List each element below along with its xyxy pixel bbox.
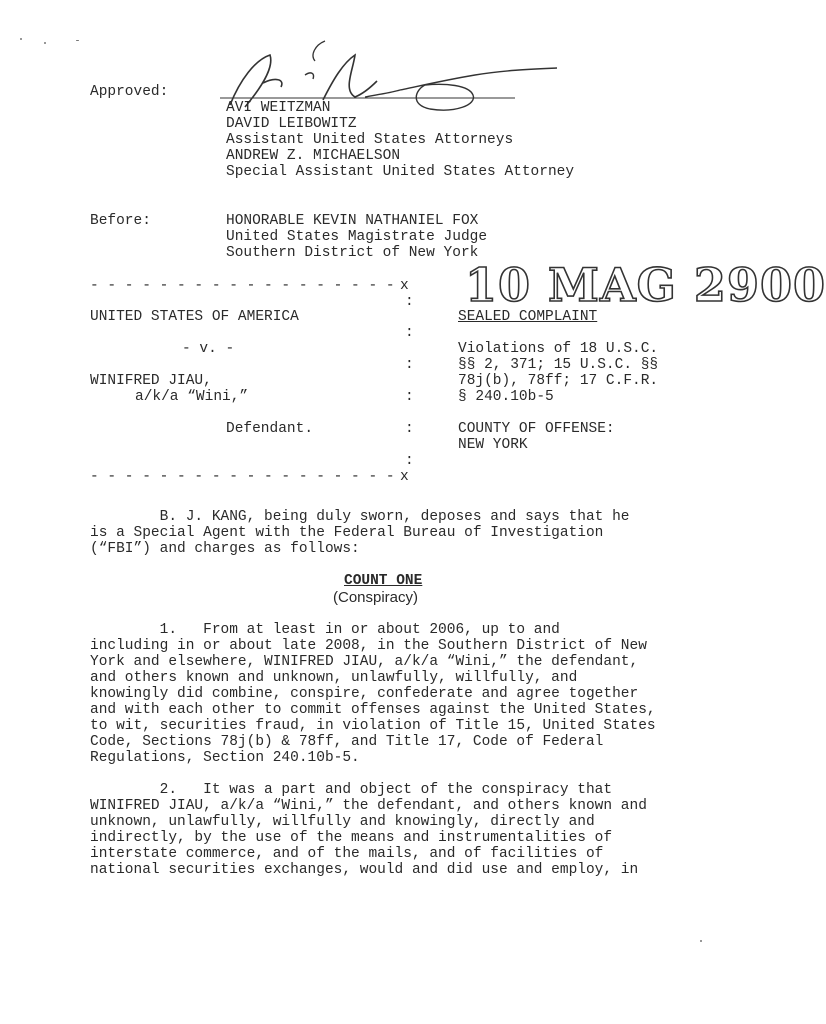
signatory-name: ANDREW Z. MICHAELSON bbox=[226, 148, 401, 164]
defendant-label: Defendant. bbox=[226, 421, 314, 437]
count-subtitle: (Conspiracy) bbox=[333, 589, 419, 606]
caption-colon: : bbox=[405, 389, 414, 405]
paragraph-1 bbox=[90, 622, 690, 766]
violations-line: Violations of 18 U.S.C. bbox=[458, 341, 659, 357]
count-title: COUNT ONE bbox=[344, 573, 423, 589]
judge-name: HONORABLE KEVIN NATHANIEL FOX bbox=[226, 213, 479, 229]
text-line: WINIFRED JIAU, a/k/a “Wini,” the defendant, and others known and bbox=[90, 798, 647, 814]
before-label: Before: bbox=[90, 213, 151, 229]
case-number-stamp: 10 MAG 2900 bbox=[465, 258, 826, 312]
plaintiff-name: UNITED STATES OF AMERICA bbox=[90, 309, 299, 325]
caption-top-rule: - - - - - - - - - - - - - - - - - - bbox=[90, 278, 395, 294]
scan-speck bbox=[44, 42, 46, 44]
text-line: unknown, unlawfully, willfully and knowingly, directly and bbox=[90, 814, 595, 830]
text-line: B. J. KANG, being duly sworn, deposes and says that he bbox=[90, 509, 630, 525]
scan-speck bbox=[20, 38, 22, 40]
signatory-title: Special Assistant United States Attorney bbox=[226, 164, 575, 180]
defendant-alias: a/k/a “Wini,” bbox=[135, 389, 249, 405]
text-line: knowingly did combine, conspire, confederate and agree together bbox=[90, 686, 639, 702]
text-line: Regulations, Section 240.10b-5. bbox=[90, 750, 360, 766]
caption-colon: : bbox=[405, 357, 414, 373]
text-line: national securities exchanges, would and did use and employ, in bbox=[90, 862, 639, 878]
judge-district: Southern District of New York bbox=[226, 245, 479, 261]
county-value: NEW YORK bbox=[458, 437, 528, 453]
violations-line: § 240.10b-5 bbox=[458, 389, 554, 405]
text-line: 1. From at least in or about 2006, up to and bbox=[90, 622, 560, 638]
judge-title: United States Magistrate Judge bbox=[226, 229, 488, 245]
text-line: Code, Sections 78j(b) & 78ff, and Title 17, Code of Federal bbox=[90, 734, 604, 750]
caption-colon: : bbox=[405, 294, 414, 310]
complaint-title: SEALED COMPLAINT bbox=[458, 309, 598, 325]
intro-paragraph bbox=[90, 509, 690, 557]
violations-line: 78j(b), 78ff; 17 C.F.R. bbox=[458, 373, 659, 389]
violations-line: §§ 2, 371; 15 U.S.C. §§ bbox=[458, 357, 659, 373]
caption-colon: : bbox=[405, 421, 414, 437]
paragraph-2 bbox=[90, 782, 690, 878]
signatory-name: DAVID LEIBOWITZ bbox=[226, 116, 357, 132]
text-line: and others known and unknown, unlawfully, willfully, and bbox=[90, 670, 578, 686]
text-line: interstate commerce, and of the mails, and of facilities of bbox=[90, 846, 604, 862]
text-line: 2. It was a part and object of the conspiracy that bbox=[90, 782, 613, 798]
text-line: including in or about late 2008, in the Southern District of New bbox=[90, 638, 647, 654]
text-line: and with each other to commit offenses against the United States, bbox=[90, 702, 656, 718]
defendant-name: WINIFRED JIAU, bbox=[90, 373, 212, 389]
text-line: indirectly, by the use of the means and instrumentalities of bbox=[90, 830, 613, 846]
text-line: (“FBI”) and charges as follows: bbox=[90, 541, 360, 557]
text-line: York and elsewhere, WINIFRED JIAU, a/k/a “Wini,” the defendant, bbox=[90, 654, 639, 670]
signatory-name: AVI WEITZMAN bbox=[226, 100, 331, 116]
county-label: COUNTY OF OFFENSE: bbox=[458, 421, 615, 437]
approved-label: Approved: bbox=[90, 84, 169, 100]
caption-x-mark: x bbox=[400, 469, 409, 485]
versus-label: - v. - bbox=[182, 341, 235, 357]
signatory-title: Assistant United States Attorneys bbox=[226, 132, 514, 148]
caption-bottom-rule: - - - - - - - - - - - - - - - - - - bbox=[90, 469, 395, 485]
caption-colon: : bbox=[405, 453, 414, 469]
scan-speck bbox=[76, 40, 79, 41]
caption-colon: : bbox=[405, 325, 414, 341]
caption-x-mark: x bbox=[400, 278, 409, 294]
text-line: is a Special Agent with the Federal Bureau of Investigation bbox=[90, 525, 604, 541]
text-line: to wit, securities fraud, in violation of Title 15, United States bbox=[90, 718, 656, 734]
scan-speck bbox=[700, 940, 702, 942]
